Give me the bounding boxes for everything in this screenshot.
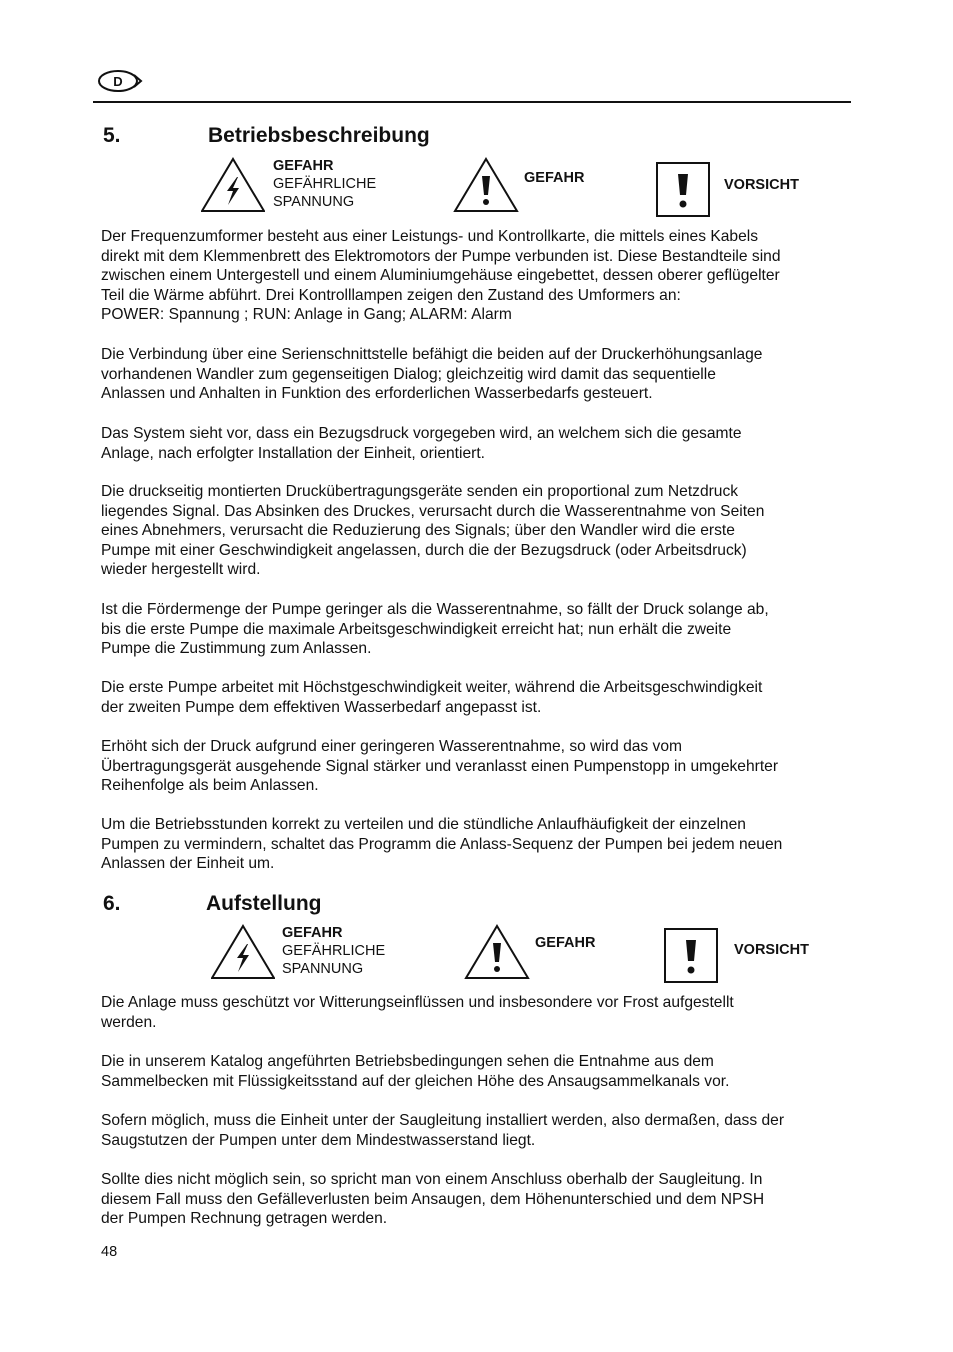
section-title: Betriebsbeschreibung (208, 124, 430, 147)
warning-title: VORSICHT (724, 177, 799, 193)
paragraph: Die in unserem Katalog angeführten Betriebsbedingungen sehen die Entnahme aus dem Sammelbecken mit Flüssigkeitsstand auf der gleichen Höhe des Ansaugsammelkanals vor. (101, 1053, 730, 1090)
paragraph: Sollte dies nicht möglich sein, so spricht man von einem Anschluss oberhalb der Saugleitung. In diesem Fall muss den Gefälleverlusten beim Ansaugen, dem Höhenunterschied und dem NPSH der Pumpen Rechnung getragen werden. (101, 1171, 765, 1228)
exclamation-triangle-icon (453, 157, 519, 213)
section-number: 5. (103, 124, 121, 147)
paragraph: Das System sieht vor, dass ein Bezugsdruck vorgegeben wird, an welchem sich die gesamte Anlage, nach erfolgter Installation der Einheit, orientiert. (101, 425, 742, 462)
exclamation-triangle-icon (464, 924, 530, 980)
warning-line: GEFÄHRLICHE (273, 176, 377, 192)
language-code: D (113, 74, 123, 89)
paragraph: Der Frequenzumformer besteht aus einer Leistungs- und Kontrollkarte, die mittels eines Kabels direkt mit dem Klemmenbrett des Elektromotors der Pumpe verbunden ist. Diese Bestandteile sind zwischen einem Untergestell und einem Aluminiumgehäuse eingebettet, dessen oberer geflügelter Teil die Wärme abführt. Drei Kontrolllampen zeigen den Zustand des Umformers an: POWER: Spannung ; RUN: Anlage in Gang; ALARM: Alarm (101, 228, 781, 324)
warning-title: GEFAHR (524, 170, 585, 186)
caution-warning (664, 928, 834, 984)
paragraph: Erhöht sich der Druck aufgrund einer geringeren Wasserentnahme, so wird das vom Übertragungsgerät ausgehende Signal stärker und veranlasst einen Pumpenstopp in umgekehrter Reihenfolge als beim Anlassen. (101, 738, 779, 795)
paragraph: Um die Betriebsstunden korrekt zu verteilen und die stündliche Anlaufhäufigkeit der einzelnen Pumpen zu vermindern, schaltet das Programm die Anlass-Sequenz der Pumpen bei jedem neuen Anlassen der Einheit um. (101, 816, 783, 873)
paragraph: Sofern möglich, muss die Einheit unter der Saugleitung installiert werden, also dermaßen, dass der Saugstutzen der Pumpen unter dem Mindestwasserstand liegt. (101, 1112, 785, 1149)
section-title: Aufstellung (206, 892, 322, 915)
warning-title: GEFAHR (535, 935, 596, 951)
voltage-warning (211, 924, 411, 980)
danger-warning (464, 924, 614, 980)
high-voltage-icon (201, 157, 265, 213)
header-rule (93, 101, 851, 103)
paragraph: Die Verbindung über eine Serienschnittstelle befähigt die beiden auf der Druckerhöhungsanlage vorhandenen Wandler zum gegenseitigen Dialog; gleichzeitig wird damit das sequentielle Anlassen und Anhalten in Funktion des erforderlichen Wasserbedarfs gesteuert. (101, 346, 763, 403)
exclamation-box-icon (656, 162, 710, 218)
exclamation-box-icon (664, 928, 718, 984)
voltage-warning (201, 157, 401, 213)
language-badge (97, 67, 143, 95)
page-number: 48 (101, 1244, 118, 1260)
caution-warning (656, 162, 826, 218)
paragraph: Die druckseitig montierten Druckübertragungsgeräte senden ein proportional zum Netzdruck liegendes Signal. Das Absinken des Druckes, verursacht durch die Wasserentnahme von Seiten eines Abnehmers, verursacht die Reduzierung des Signals; über den Wandler wird die erste Pumpe mit einer Geschwindigkeit angelassen, durch die der Bezugsdruck (oder Arbeitsdruck) wieder hergestellt wird. (101, 483, 765, 579)
warning-line: GEFÄHRLICHE (282, 943, 386, 959)
warning-line: SPANNUNG (273, 194, 355, 210)
paragraph: Ist die Fördermenge der Pumpe geringer als die Wasserentnahme, so fällt der Druck solange ab, bis die erste Pumpe die maximale Arbeitsgeschwindigkeit erreicht hat; nun erhält die zweite Pumpe die Zustimmung zum Anlassen. (101, 601, 769, 658)
warning-title: GEFAHR (273, 158, 334, 174)
paragraph: Die Anlage muss geschützt vor Witterungseinflüssen und insbesondere vor Frost aufgestellt werden. (101, 994, 734, 1031)
danger-warning (453, 157, 603, 213)
paragraph: Die erste Pumpe arbeitet mit Höchstgeschwindigkeit weiter, während die Arbeitsgeschwindigkeit der zweiten Pumpe dem effektiven Wasserbedarf angepasst ist. (101, 679, 763, 716)
warning-line: SPANNUNG (282, 961, 364, 977)
warning-title: GEFAHR (282, 925, 343, 941)
warning-title: VORSICHT (734, 942, 809, 958)
high-voltage-icon (211, 924, 275, 980)
section-number: 6. (103, 892, 121, 915)
